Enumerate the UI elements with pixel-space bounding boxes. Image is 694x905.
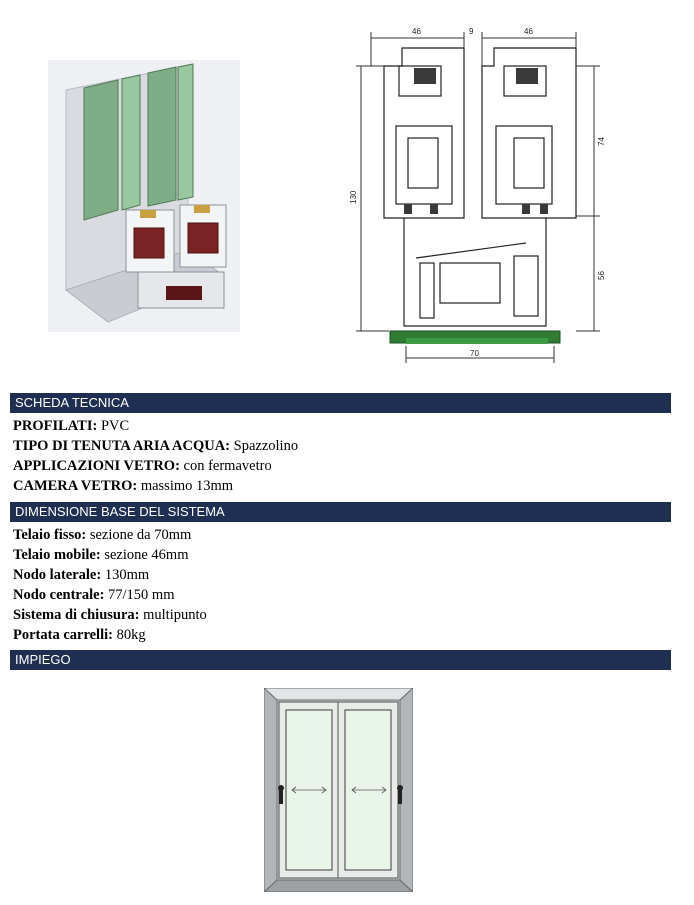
sliding-window-illustration xyxy=(264,688,413,892)
spec-value: Spazzolino xyxy=(233,438,299,454)
section-title: IMPIEGO xyxy=(15,652,71,667)
dim-top-left: 46 xyxy=(412,27,421,36)
base-dimensions-list xyxy=(13,525,207,645)
spec-row xyxy=(13,476,298,496)
spec-label: APPLICAZIONI VETRO: xyxy=(13,458,180,474)
spec-row xyxy=(13,545,207,565)
dim-lower: 56 xyxy=(597,271,606,280)
spec-row xyxy=(13,416,298,436)
section-title: DIMENSIONE BASE DEL SISTEMA xyxy=(15,504,225,519)
spec-label: TIPO DI TENUTA ARIA ACQUA: xyxy=(13,438,231,454)
spec-row xyxy=(13,605,207,625)
spec-row xyxy=(13,436,298,456)
dim-upper: 74 xyxy=(597,137,606,146)
section-header-technical-sheet xyxy=(10,393,671,413)
spec-value: 130mm xyxy=(104,567,150,583)
section-title: SCHEDA TECNICA xyxy=(15,395,129,410)
spec-row xyxy=(13,625,207,645)
spec-label: CAMERA VETRO: xyxy=(13,478,138,494)
spec-label: Portata carrelli: xyxy=(13,627,113,643)
spec-value: con fermavetro xyxy=(183,458,272,474)
spec-value: massimo 13mm xyxy=(140,478,234,494)
spec-value: sezione 46mm xyxy=(104,547,189,563)
section-drawing xyxy=(344,18,616,364)
spec-value: 77/150 mm xyxy=(108,587,175,603)
spec-value: sezione da 70mm xyxy=(89,527,192,543)
spec-label: Sistema di chiusura: xyxy=(13,607,140,623)
spec-label: PROFILATI: xyxy=(13,418,98,434)
spec-label: Nodo laterale: xyxy=(13,567,102,583)
spec-row xyxy=(13,456,298,476)
spec-value: multipunto xyxy=(143,607,207,623)
spec-label: Nodo centrale: xyxy=(13,587,105,603)
dim-bottom: 70 xyxy=(470,349,479,358)
spec-value: PVC xyxy=(100,418,130,434)
dim-top-right: 46 xyxy=(524,27,533,36)
spec-label: Telaio mobile: xyxy=(13,547,101,563)
section-header-base-dimensions xyxy=(10,502,671,522)
spec-value: 80kg xyxy=(116,627,146,643)
spec-row xyxy=(13,525,207,545)
section-header-usage xyxy=(10,650,671,670)
dim-height: 130 xyxy=(349,190,358,204)
spec-row xyxy=(13,585,207,605)
profile-section-photo xyxy=(48,60,240,332)
technical-sheet-list xyxy=(13,416,298,496)
spec-row xyxy=(13,565,207,585)
dim-top-gap: 9 xyxy=(469,27,474,36)
spec-label: Telaio fisso: xyxy=(13,527,87,543)
